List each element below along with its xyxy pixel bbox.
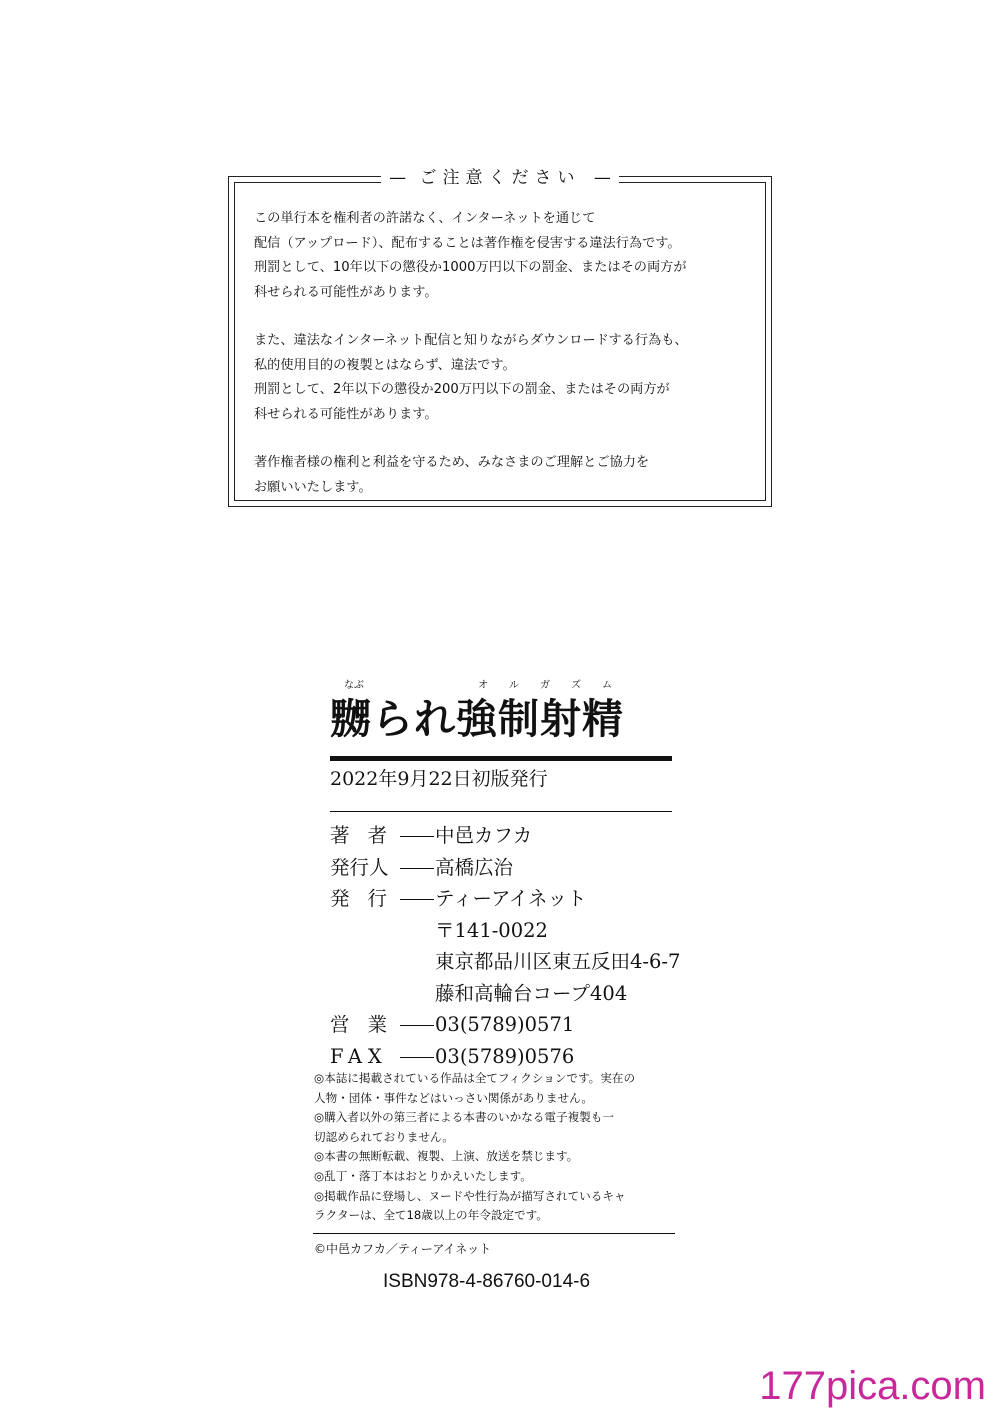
note-line: 人物・団体・事件などはいっさい関係がありません。 (314, 1090, 593, 1105)
notes-rule (313, 1233, 675, 1234)
dash-divider (400, 868, 434, 869)
publisher-person-row (330, 852, 680, 884)
date-rule (330, 811, 672, 812)
book-title: 嬲られ強制射精 (330, 695, 624, 743)
publisher-name: ティーアイネット (435, 887, 587, 910)
address-line-1: 東京都品川区東五反田4-6-7 (435, 950, 681, 973)
notice-line: お願いいたします。 (254, 479, 372, 495)
copyright-notice-box (228, 168, 772, 507)
note-line: ◎本誌に掲載されている作品は全てフィクションです。実在の (314, 1071, 636, 1085)
publisher-person-label: 発行人 (330, 855, 389, 879)
notice-line: 科せられる可能性があります。 (254, 284, 438, 300)
dash-divider (400, 836, 434, 837)
note-line: ◎乱丁・落丁本はおとりかえいたします。 (314, 1168, 532, 1183)
notice-line: 刑罰として、2年以下の懲役か200万円以下の罰金、またはその両方が (254, 382, 670, 397)
notice-paragraph (254, 451, 761, 500)
note-line: ◎本書の無断転載、複製、上演、放送を禁じます。 (314, 1149, 579, 1164)
title-ruby-nabu: なぶ (344, 680, 364, 691)
address-line-2: 藤和高輪台コープ404 (435, 981, 628, 1005)
sales-phone: 03(5789)0571 (435, 1013, 575, 1036)
sales-label: 営業 (330, 1013, 406, 1036)
copyright-line: ©中邑カフカ／ティーアイネット (314, 1242, 492, 1256)
author-row (330, 820, 680, 852)
notice-line: 著作権者様の権利と利益を守るため、みなさまのご理解とご協力を (254, 455, 650, 470)
notice-paragraph (254, 207, 761, 305)
fax-row (330, 1041, 680, 1073)
fax-number: 03(5789)0576 (435, 1044, 575, 1068)
author-label: 著者 (330, 824, 406, 847)
notice-line: この単行本を権利者の許諾なく、インターネットを通じて (254, 211, 596, 226)
publisher-person-name: 高橋広治 (435, 855, 514, 879)
notice-line: 配信（アップロード）、配布することは著作権を侵害する違法行為です。 (254, 235, 681, 251)
notice-title-text: ご注意ください (416, 168, 585, 188)
publisher-row (330, 883, 680, 915)
dash-divider (400, 1025, 434, 1026)
notice-body (254, 207, 761, 500)
notice-line: 刑罰として、10年以下の懲役か1000万円以下の罰金、またはその両方が (254, 260, 687, 275)
notice-title: — ご注意ください — (229, 163, 771, 188)
postal-code: 〒141-0022 (435, 918, 548, 942)
fax-label: FAX (330, 1044, 388, 1068)
note-line: ラクターは、全て18歳以上の年令設定です。 (314, 1208, 548, 1223)
watermark: 177pica.com (759, 1364, 986, 1408)
publisher-label: 発行 (330, 887, 406, 910)
note-line: ◎掲載作品に登場し、ヌードや性行為が描写されているキャ (314, 1188, 626, 1203)
publication-date: 2022年9月22日初版発行 (330, 768, 548, 790)
notice-paragraph (254, 329, 761, 427)
legal-notes (314, 1069, 684, 1226)
dash-divider (400, 899, 434, 900)
author-name: 中邑カフカ (435, 824, 533, 847)
isbn: ISBN978-4-86760-014-6 (383, 1271, 591, 1292)
notice-line: 私的使用目的の複製とはならず、違法です。 (254, 357, 516, 373)
title-ruby-orgasm: オルガズム (478, 680, 633, 691)
sales-row (330, 1009, 680, 1041)
credits (330, 820, 680, 1072)
notice-line: また、違法なインターネット配信と知りながらダウンロードする行為も、 (254, 333, 688, 348)
note-line: ◎購入者以外の第三者による本書のいかなる電子複製も一 (314, 1110, 614, 1125)
dash-divider (400, 1057, 434, 1058)
title-rule-thick (330, 756, 672, 761)
notice-line: 科せられる可能性があります。 (254, 406, 438, 422)
note-line: 切認められておりません。 (314, 1129, 454, 1144)
